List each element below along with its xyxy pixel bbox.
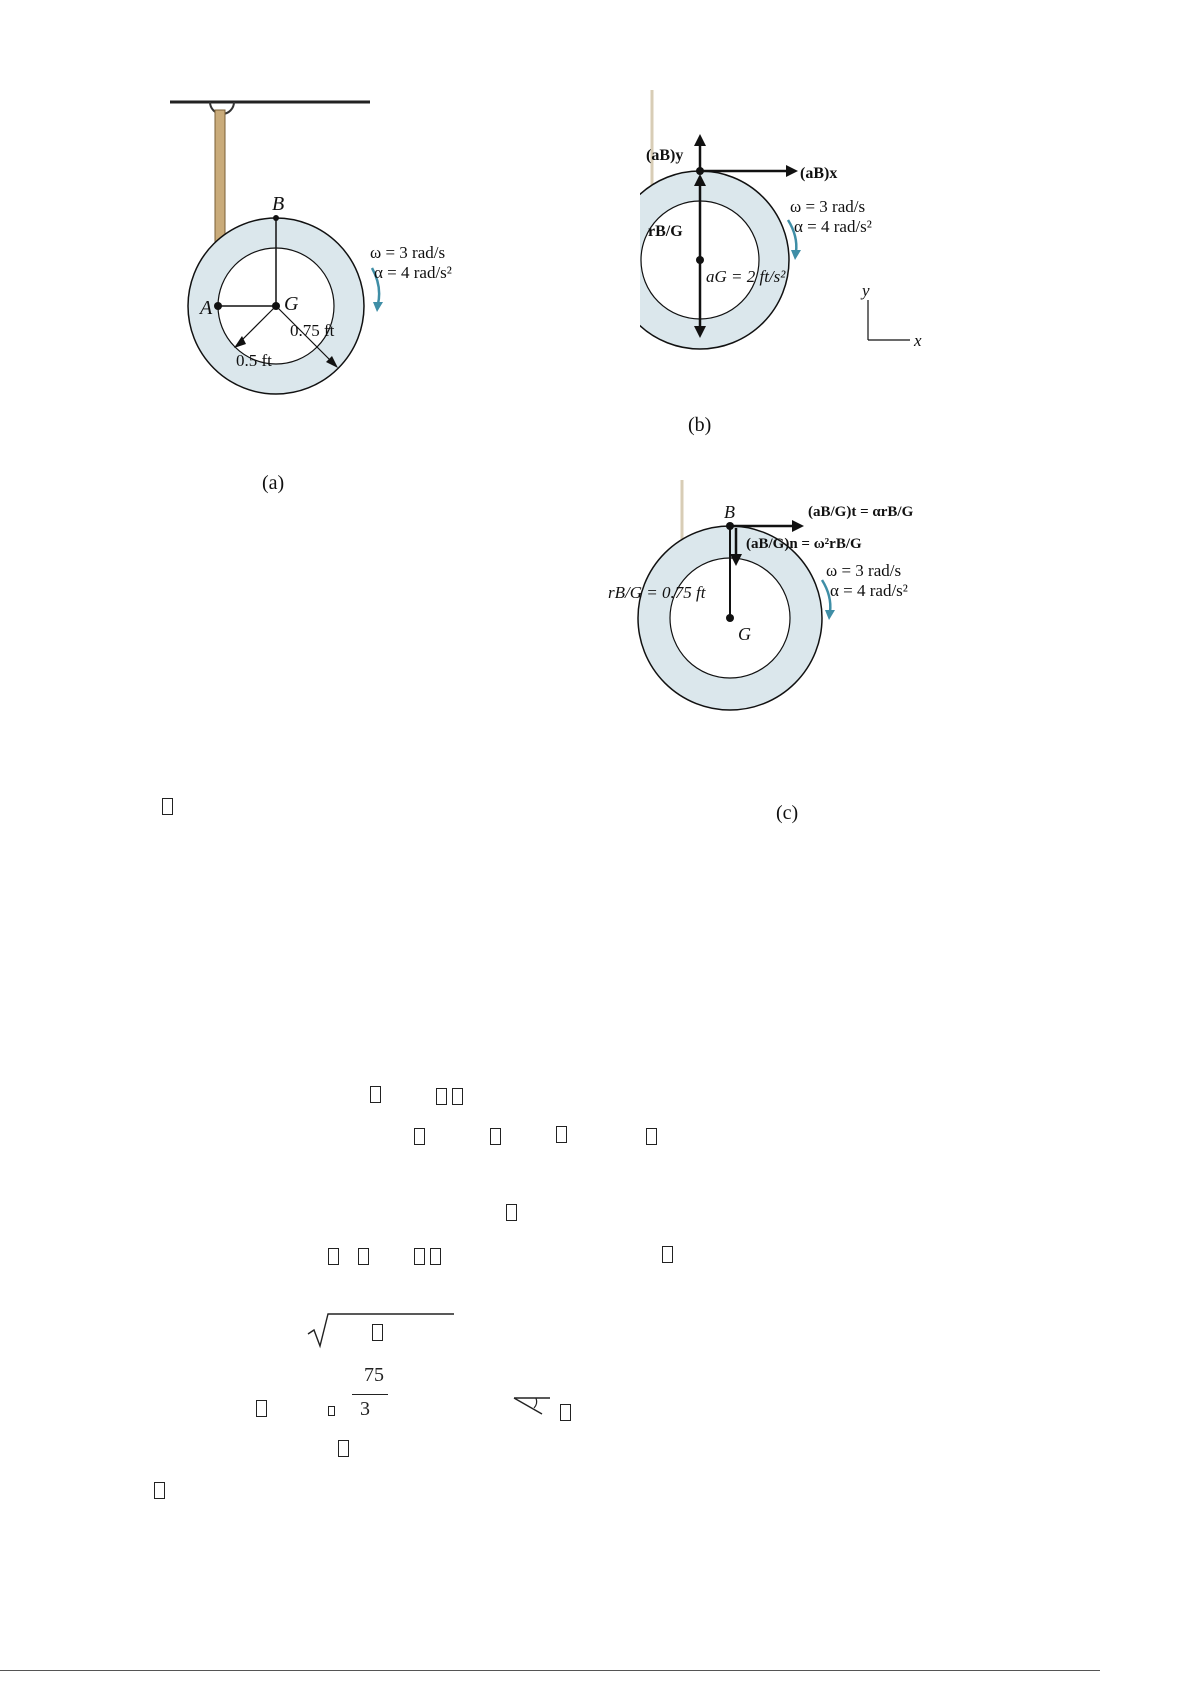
missing-glyph — [662, 1246, 673, 1263]
aBGt-label: (aB/G)t = αrB/G — [808, 504, 914, 520]
inner-radius-label: 0.5 ft — [236, 351, 272, 370]
missing-glyph — [328, 1406, 335, 1416]
missing-glyph — [162, 798, 173, 815]
label-A: A — [200, 297, 213, 319]
label-B: B — [724, 502, 735, 522]
figure-b — [640, 90, 970, 420]
caption-b: (b) — [688, 414, 712, 436]
alpha-label: α = 4 rad/s² — [830, 581, 908, 600]
label-B: B — [272, 193, 285, 215]
angle-icon — [512, 1394, 552, 1418]
label-G: G — [284, 293, 299, 315]
missing-glyph — [256, 1400, 267, 1417]
rotation-arrow-head — [373, 302, 383, 312]
omega-label: ω = 3 rad/s — [826, 561, 902, 580]
label-G: G — [738, 624, 751, 644]
rBG-label: rB/G = 0.75 ft — [608, 583, 706, 602]
axis-x-label: x — [914, 331, 922, 350]
point-A — [214, 302, 222, 310]
missing-glyph — [414, 1248, 425, 1265]
missing-glyph — [372, 1324, 383, 1341]
aBx-arrow-head — [786, 165, 798, 177]
rotation-arrow-head — [825, 610, 835, 620]
missing-glyph — [560, 1404, 571, 1421]
aBy-arrow-head — [694, 134, 706, 146]
missing-glyph — [358, 1248, 369, 1265]
omega-label: ω = 3 rad/s — [370, 243, 446, 262]
aBx-label: (aB)x — [800, 165, 838, 182]
point-G — [726, 614, 734, 622]
outer-radius-label: 0.75 ft — [290, 321, 335, 340]
missing-glyph — [430, 1248, 441, 1265]
fraction-numerator: 75 — [364, 1364, 384, 1386]
point-B — [273, 215, 279, 221]
aBGn-label: (aB/G)n = ω²rB/G — [746, 536, 862, 552]
aBy-label: (aB)y — [646, 147, 684, 164]
missing-glyph — [556, 1126, 567, 1143]
page-bottom-rule — [0, 1670, 1100, 1671]
fraction-bar — [352, 1394, 388, 1395]
missing-glyph — [154, 1482, 165, 1499]
alpha-label: α = 4 rad/s² — [794, 217, 872, 236]
figure-a — [170, 90, 500, 500]
missing-glyph — [452, 1088, 463, 1105]
missing-glyph — [338, 1440, 349, 1457]
point-G — [272, 302, 280, 310]
point-B — [696, 167, 704, 175]
point-G — [696, 256, 704, 264]
rotation-arrow-head — [791, 250, 801, 260]
fraction-denominator: 3 — [360, 1398, 370, 1420]
aG-label: aG = 2 ft/s² — [706, 267, 786, 286]
missing-glyph — [436, 1088, 447, 1105]
caption-a: (a) — [262, 472, 285, 494]
missing-glyph — [646, 1128, 657, 1145]
missing-glyph — [370, 1086, 381, 1103]
aBGt-arrow-head — [792, 520, 804, 532]
point-B — [726, 522, 734, 530]
axis-y-label: y — [862, 281, 870, 300]
missing-glyph — [506, 1204, 517, 1221]
omega-label: ω = 3 rad/s — [790, 197, 866, 216]
caption-c: (c) — [776, 802, 799, 824]
missing-glyph — [490, 1128, 501, 1145]
rBG-label: rB/G — [648, 223, 683, 240]
alpha-label: α = 4 rad/s² — [374, 263, 452, 282]
missing-glyph — [414, 1128, 425, 1145]
figure-c — [600, 480, 1000, 780]
missing-glyph — [328, 1248, 339, 1265]
